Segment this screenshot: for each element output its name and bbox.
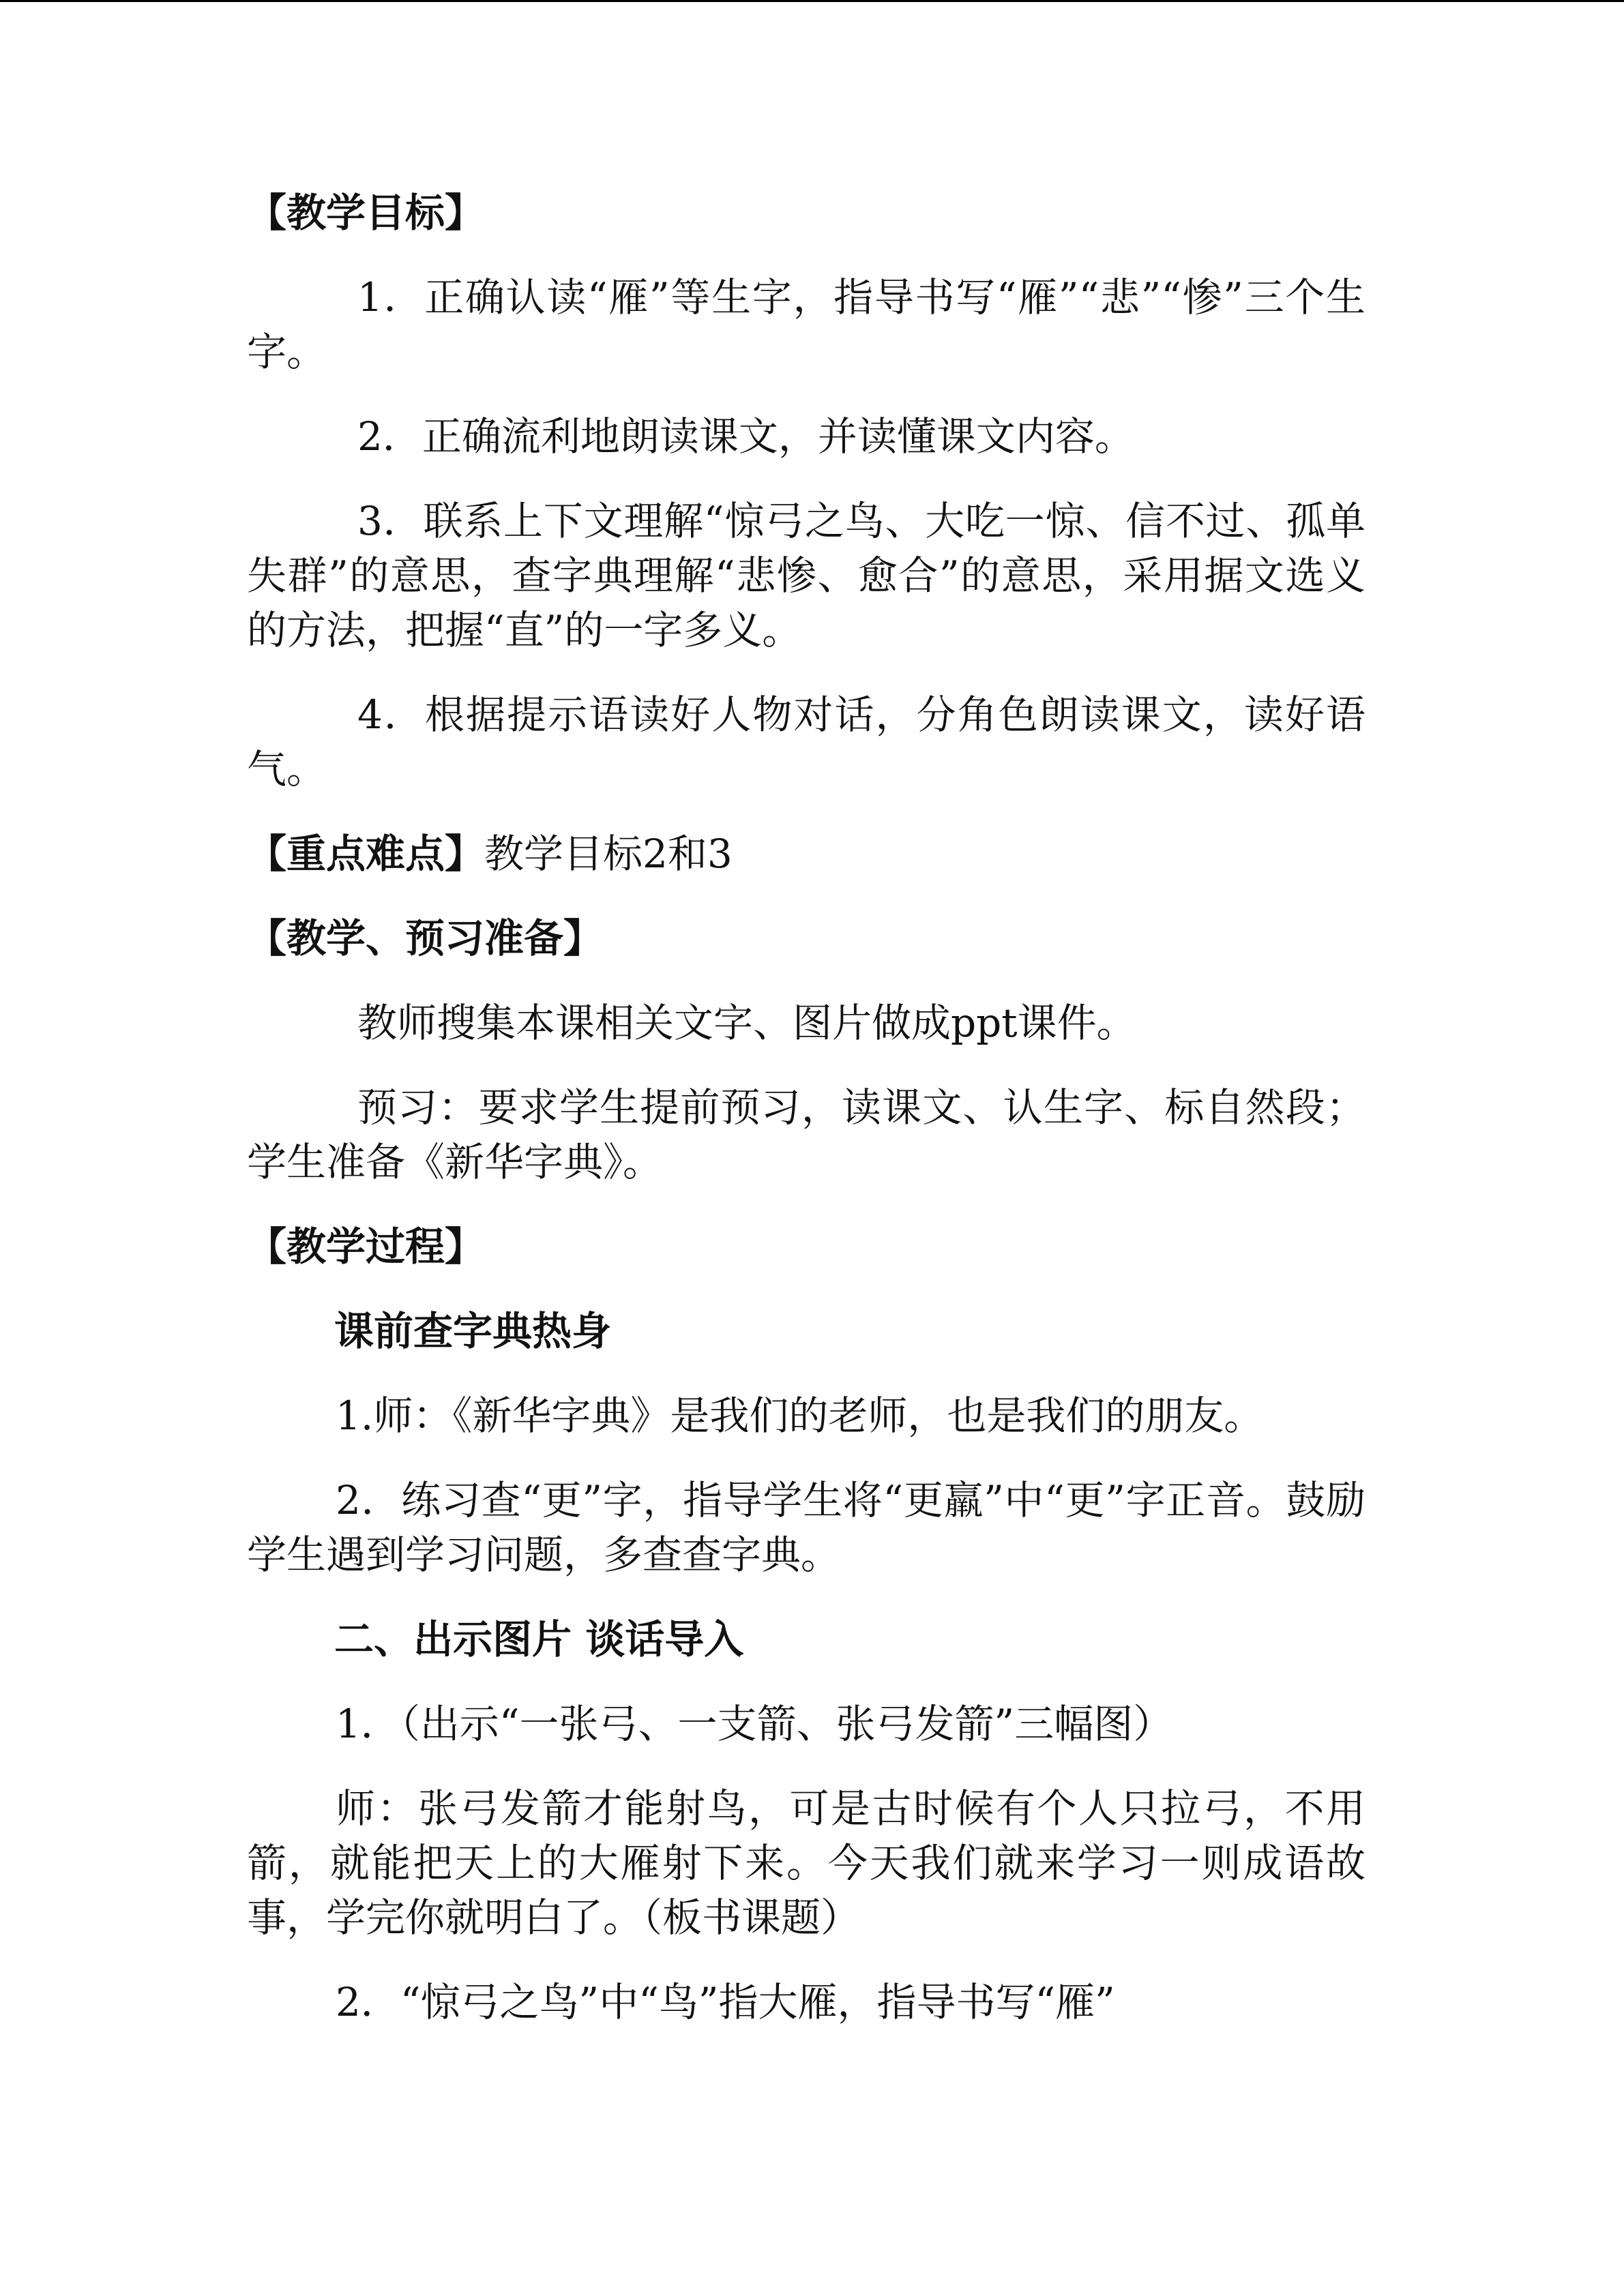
key-points-heading: 【重点难点】 [247, 831, 485, 877]
key-points-text: 教学目标2和3 [484, 831, 733, 877]
goal-item-4: 4．根据提示语读好人物对话，分角色朗读课文，读好语气。 [247, 691, 1365, 792]
goal-item-1: 1．正确认读“雁”等生字，指导书写“雁”“悲”“惨”三个生字。 [247, 274, 1365, 375]
preparation-item-1: 教师搜集本课相关文字、图片做成ppt课件。 [357, 1000, 1136, 1046]
preparation-item-2: 预习：要求学生提前预习，读课文、认生字、标自然段；学生准备《新华字典》。 [247, 1084, 1365, 1185]
process-part1-title: 课前查字典热身 [334, 1308, 612, 1354]
goal-item-3: 3．联系上下文理解“惊弓之鸟、大吃一惊、信不过、孤单失群”的意思，查字典理解“悲惨、愈合”的意思，采用据文选义的方法，把握“直”的一字多义。 [247, 498, 1365, 653]
process-part2-item-3: 2．“惊弓之鸟”中“鸟”指大雁，指导书写“雁” [336, 1979, 1115, 2025]
goals-heading: 【教学目标】 [247, 190, 485, 236]
document-page [247, 185, 1365, 2029]
process-heading: 【教学过程】 [247, 1223, 485, 1270]
preparation-heading: 【教学、预习准备】 [247, 915, 604, 961]
process-part2-item-1: 1．（出示“一张弓、一支箭、张弓发箭”三幅图） [336, 1701, 1173, 1747]
goal-item-2: 2．正确流利地朗读课文，并读懂课文内容。 [357, 413, 1134, 460]
process-part2-title: 二、出示图片 谈话导入 [334, 1616, 744, 1663]
key-points-line [247, 826, 1365, 881]
process-part1-item-2: 2．练习查“更”字，指导学生将“更羸”中“更”字正音。鼓励学生遇到学习问题，多查查字典。 [247, 1477, 1365, 1578]
page-top-border [0, 0, 1624, 2]
process-part1-item-1: 1.师：《新华字典》是我们的老师，也是我们的朋友。 [336, 1392, 1264, 1439]
process-part2-item-2: 师：张弓发箭才能射鸟，可是古时候有个人只拉弓，不用箭，就能把天上的大雁射下来。今天我们就来学习一则成语故事，学完你就明白了。（板书课题） [247, 1785, 1365, 1941]
